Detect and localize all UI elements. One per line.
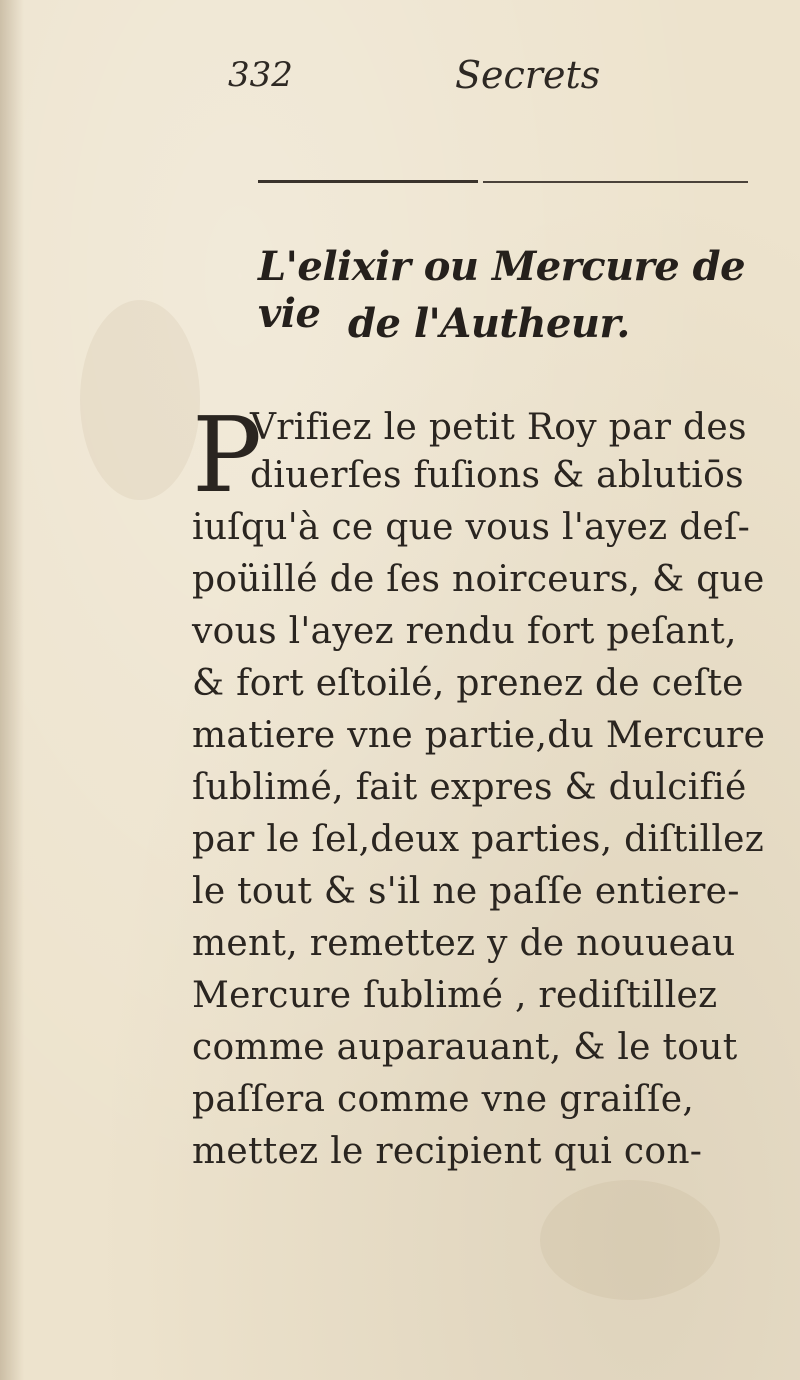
running-head: Secrets <box>455 53 601 97</box>
text-line: iuſqu'à ce que vous l'ayez deſ- <box>192 507 751 548</box>
text-line: diuerſes fuſions & ablutiōs <box>250 455 744 496</box>
text-line: ment, remettez y de nouueau <box>192 923 736 964</box>
text-line: Mercure ſublimé , rediſtillez <box>192 975 718 1016</box>
text-line: & fort eſtoilé, prenez de ceſte <box>192 663 744 704</box>
rule-segment <box>483 181 748 183</box>
page-header <box>0 55 800 105</box>
title-line: L'elixir ou Mercure de vie <box>258 243 746 337</box>
text-line: ſublimé, fait expres & dulcifié <box>192 767 747 808</box>
text-line: mettez le recipient qui con- <box>192 1131 703 1172</box>
text-line: paſſera comme vne graiſſe, <box>192 1079 695 1120</box>
rule-segment <box>258 180 478 183</box>
page-gutter-shadow <box>0 0 24 1380</box>
drop-cap: P <box>192 394 262 516</box>
text-line: vous l'ayez rendu fort peſant, <box>192 611 737 652</box>
header-rule <box>258 180 748 183</box>
text-line: comme auparauant, & le tout <box>192 1027 738 1068</box>
text-line: Vrifiez le petit Roy par des <box>250 407 747 448</box>
title-line: de l'Autheur. <box>348 300 630 347</box>
page-number: 332 <box>228 55 293 95</box>
paper-stain <box>80 300 200 500</box>
text-line: matiere vne partie,du Mercure <box>192 715 766 756</box>
text-line: par le ſel,deux parties, diſtillez <box>192 819 765 860</box>
text-line: le tout & s'il ne paſſe entiere- <box>192 871 740 912</box>
text-line: poüillé de ſes noirceurs, & que <box>192 559 765 600</box>
paper-stain <box>540 1180 720 1300</box>
